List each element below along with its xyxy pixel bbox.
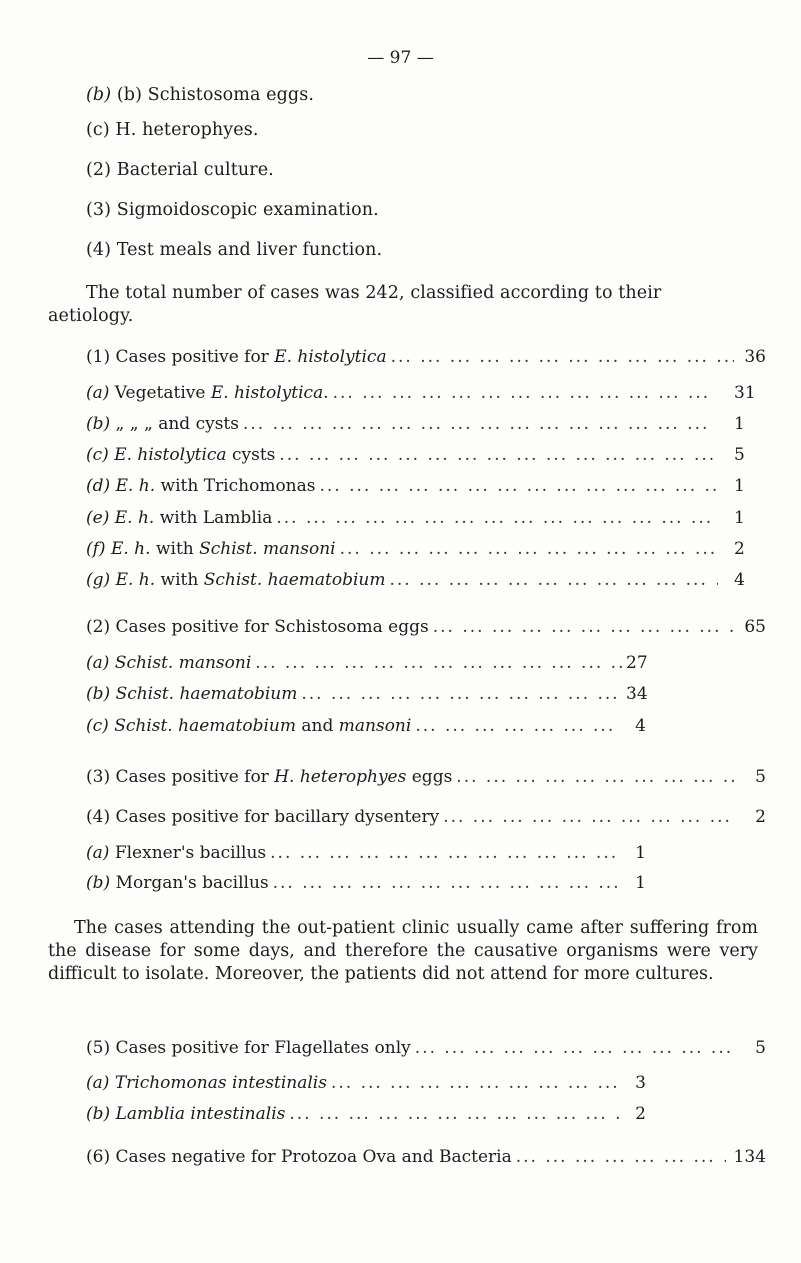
group1-item: (f) E. h. with Schist. mansoni ... . 2 bbox=[86, 539, 766, 559]
group1-item: (d) E. h. with Trichomonas ... . 1 bbox=[86, 476, 766, 496]
group2-item: (c) Schist. haematobium and mansoni ... . 4 bbox=[86, 716, 646, 736]
group1-total: 36 bbox=[744, 347, 766, 367]
group1-item: (g) E. h. with Schist. haematobium ... . 4 bbox=[86, 570, 766, 590]
group6-heading: (6) Cases negative for Protozoa Ova and Bacteria ... . 134 bbox=[86, 1147, 766, 1167]
intro-item-2: (2) Bacterial culture. bbox=[86, 160, 274, 180]
group3-total: 5 bbox=[755, 767, 766, 787]
group4-item: (b) Morgan's bacillus ... . 1 bbox=[86, 873, 646, 893]
paragraph1-line1: The total number of cases was 242, classified according to their bbox=[86, 283, 662, 303]
group4-item-value: 1 bbox=[635, 843, 646, 863]
paragraph2: The cases attending the out-patient clinic usually came after suffering from the disease for some days, and therefore the causative organisms were very difficult to isolate. Moreover, the patients did not attend for more cultures. bbox=[48, 918, 758, 984]
paragraph1-line2: aetiology. bbox=[48, 306, 134, 326]
intro-item-b: (b) (b) Schistosoma eggs. bbox=[86, 85, 314, 105]
group5-item: (b) Lamblia intestinalis ... . 2 bbox=[86, 1104, 646, 1124]
group4-item-value: 1 bbox=[635, 873, 646, 893]
group2-item-value: 4 bbox=[635, 716, 646, 736]
group1-item-value: 2 bbox=[734, 539, 745, 559]
group1-item: (b) „ „ „ and cysts ... . 1 bbox=[86, 414, 766, 434]
group2-heading: (2) Cases positive for Schistosoma eggs ... . 65 bbox=[86, 617, 766, 637]
group2-item: (b) Schist. haematobium ... . 34 bbox=[86, 684, 646, 704]
group5-total: 5 bbox=[755, 1038, 766, 1058]
group1-item-value: 4 bbox=[734, 570, 745, 590]
group3-heading: (3) Cases positive for H. heterophyes eggs ... . 5 bbox=[86, 767, 766, 787]
group4-total: 2 bbox=[755, 807, 766, 827]
group1-item: (a) Vegetative E. histolytica. ... . 31 bbox=[86, 383, 766, 403]
group1-item: (e) E. h. with Lamblia ... . 1 bbox=[86, 508, 766, 528]
group5-item: (a) Trichomonas intestinalis ... . 3 bbox=[86, 1073, 646, 1093]
page-number: — 97 — bbox=[367, 48, 434, 68]
group2-item-value: 27 bbox=[626, 653, 648, 673]
group6-total: 134 bbox=[733, 1147, 766, 1167]
group4-item: (a) Flexner's bacillus ... . 1 bbox=[86, 843, 646, 863]
intro-item-3: (3) Sigmoidoscopic examination. bbox=[86, 200, 379, 220]
group5-item-value: 2 bbox=[635, 1104, 646, 1124]
group1-item: (c) E. histolytica cysts ... . 5 bbox=[86, 445, 766, 465]
group1-item-value: 1 bbox=[734, 508, 745, 528]
group1-heading: (1) Cases positive for E. histolytica ... . 36 bbox=[86, 347, 766, 367]
group5-heading: (5) Cases positive for Flagellates only ... . 5 bbox=[86, 1038, 766, 1058]
group1-item-value: 5 bbox=[734, 445, 745, 465]
intro-item-c: (c) H. heterophyes. bbox=[86, 120, 259, 140]
group1-item-value: 31 bbox=[734, 383, 756, 403]
intro-item-4: (4) Test meals and liver function. bbox=[86, 240, 383, 260]
group2-total: 65 bbox=[744, 617, 766, 637]
group2-item: (a) Schist. mansoni ... . 27 bbox=[86, 653, 646, 673]
group5-item-value: 3 bbox=[635, 1073, 646, 1093]
group1-item-value: 1 bbox=[734, 476, 745, 496]
intro-item-text: (b) Schistosoma eggs. bbox=[116, 85, 314, 105]
group1-item-value: 1 bbox=[734, 414, 745, 434]
group2-item-value: 34 bbox=[626, 684, 648, 704]
group4-heading: (4) Cases positive for bacillary dysentery ... . 2 bbox=[86, 807, 766, 827]
